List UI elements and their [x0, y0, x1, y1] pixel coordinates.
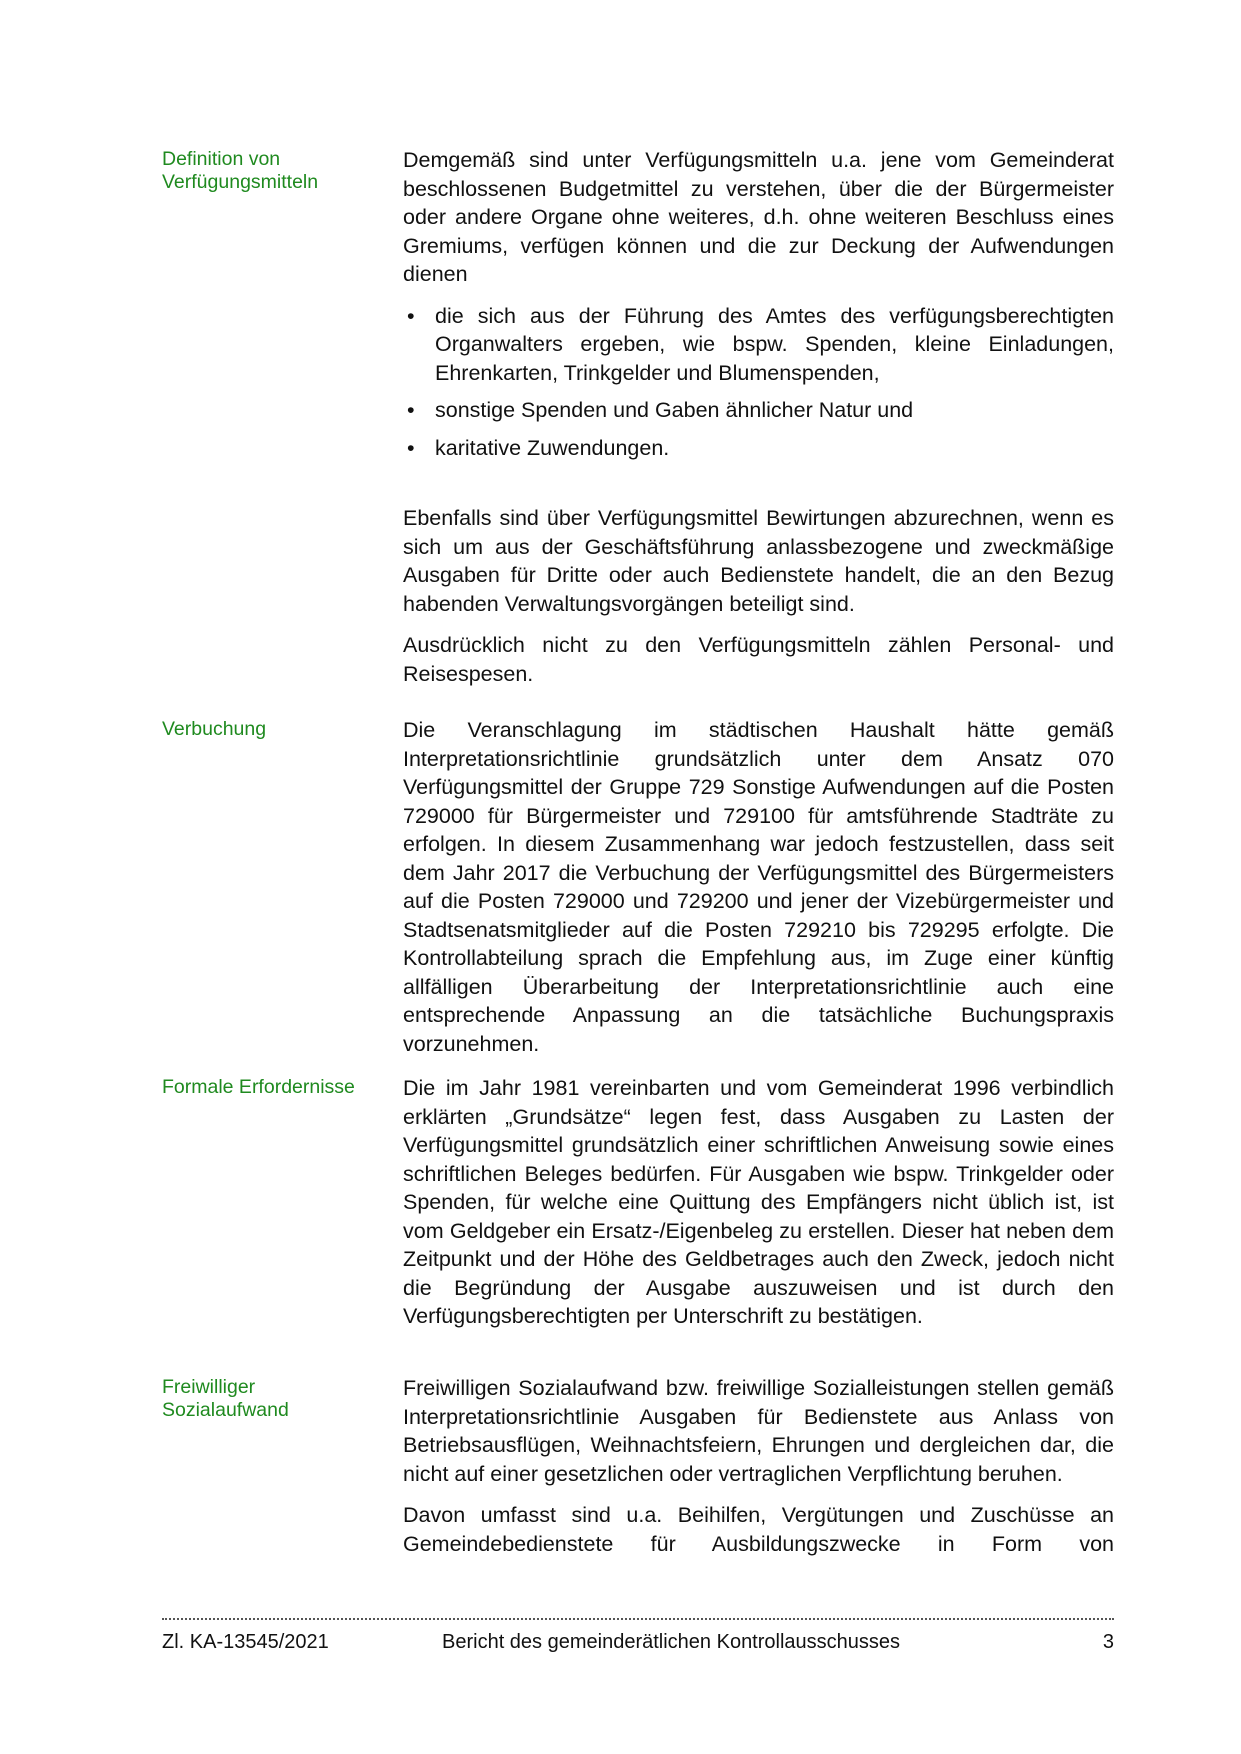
paragraph: Freiwilligen Sozialaufwand bzw. freiwillige Sozialleistungen stellen gemäß Interpretationsrichtlinie Ausgaben für Bedienstete aus Anlass von Betriebsausflügen, Weihnachtsfeiern, Ehrungen und dergleichen dar, die nicht auf einer gesetzlichen oder vertraglichen Verpflichtung beruhen. [403, 1376, 1114, 1486]
section-freiwilliger-sozialaufwand [403, 1374, 1114, 1558]
list-item: • karitative Zuwendungen. [403, 434, 1114, 463]
margin-label-definition [162, 148, 382, 194]
label-line: Freiwilliger [162, 1376, 256, 1398]
margin-label-formale-erfordernisse [162, 1076, 382, 1099]
page-number: 3 [1102, 1631, 1114, 1653]
margin-label-verbuchung [162, 718, 382, 741]
label-line: Sozialaufwand [162, 1399, 289, 1421]
label-line: Verfügungsmitteln [162, 171, 319, 193]
margin-label-freiwilliger-sozialaufwand [162, 1376, 382, 1422]
list-item: • die sich aus der Führung des Amtes des verfügungsberechtigten Organwalters ergeben, wie bspw. Spenden, kleine Einladungen, Ehrenkarten, Trinkgelder und Blumenspenden, [403, 302, 1114, 388]
section-verbuchung [403, 716, 1114, 1058]
label-line: Definition von [162, 148, 281, 170]
section-definition [403, 146, 1114, 688]
paragraph: Ausdrücklich nicht zu den Verfügungsmitteln zählen Personal- und Reisespesen. [403, 633, 1114, 686]
footer-divider [162, 1618, 1114, 1620]
footer-title: Bericht des gemeinderätlichen Kontrollausschusses [442, 1631, 901, 1653]
label-line: Verbuchung [162, 718, 267, 740]
paragraph: Davon umfasst sind u.a. Beihilfen, Vergütungen und Zuschüsse an Gemeindebedienstete für Ausbildungszwecke in Form von [403, 1503, 1114, 1556]
paragraph: Ebenfalls sind über Verfügungsmittel Bewirtungen abzurechnen, wenn es sich um aus der Geschäftsführung anlassbezogene und zweckmäßige Ausgaben für Dritte oder auch Bedienstete handelt, die an den Bezug habenden Verwaltungsvorgängen beteiligt sind. [403, 506, 1114, 616]
label-line: Formale Erfordernisse [162, 1076, 355, 1098]
paragraph: Die im Jahr 1981 vereinbarten und vom Gemeinderat 1996 verbindlich erklärten „Grundsätze“ legen fest, dass Ausgaben zu Lasten der Verfügungsmittel grundsätzlich einer schriftlichen Anweisung sowie eines schriftlichen Beleges bedürfen. Für Ausgaben wie bspw. Trinkgelder oder Spenden, für welche eine Quittung des Empfängers nicht üblich ist, ist vom Geldgeber ein Ersatz-/Eigenbeleg zu erstellen. Dieser hat neben dem Zeitpunkt und der Höhe des Geldbetrages auch den Zweck, jedoch nicht die Begründung der Ausgabe auszuweisen und ist durch den Verfügungsberechtigten per Unterschrift zu bestätigen. [403, 1076, 1114, 1328]
section-formale-erfordernisse [403, 1074, 1114, 1331]
paragraph: Die Veranschlagung im städtischen Haushalt hätte gemäß Interpretationsrichtlinie grundsätzlich unter dem Ansatz 070 Verfügungsmittel der Gruppe 729 Sonstige Aufwendungen auf die Posten 729000 für Bürgermeister und 729100 für amtsführende Stadträte zu erfolgen. In diesem Zusammenhang war jedoch festzustellen, dass seit dem Jahr 2017 die Verbuchung der Verfügungsmittel des Bürgermeisters auf die Posten 729000 und 729200 und jener der Vizebürgermeister und Stadtsenatsmitglieder auf die Posten 729210 bis 729295 erfolgte. Die Kontrollabteilung sprach die Empfehlung aus, im Zuge einer künftig allfälligen Überarbeitung der Interpretationsrichtlinie auch eine entsprechende Anpassung an die tatsächliche Buchungspraxis vorzunehmen. [403, 718, 1114, 1056]
list-item: • sonstige Spenden und Gaben ähnlicher Natur und [403, 396, 1114, 425]
bullet-list [403, 302, 1114, 463]
footer-reference: Zl. KA-13545/2021 [162, 1631, 329, 1653]
paragraph: Demgemäß sind unter Verfügungsmitteln u.a. jene vom Gemeinderat beschlossenen Budgetmittel zu verstehen, über die der Bürgermeister oder andere Organe ohne weiteres, d.h. ohne weiteren Beschluss eines Gremiums, verfügen können und die zur Deckung der Aufwendungen dienen [403, 148, 1114, 286]
